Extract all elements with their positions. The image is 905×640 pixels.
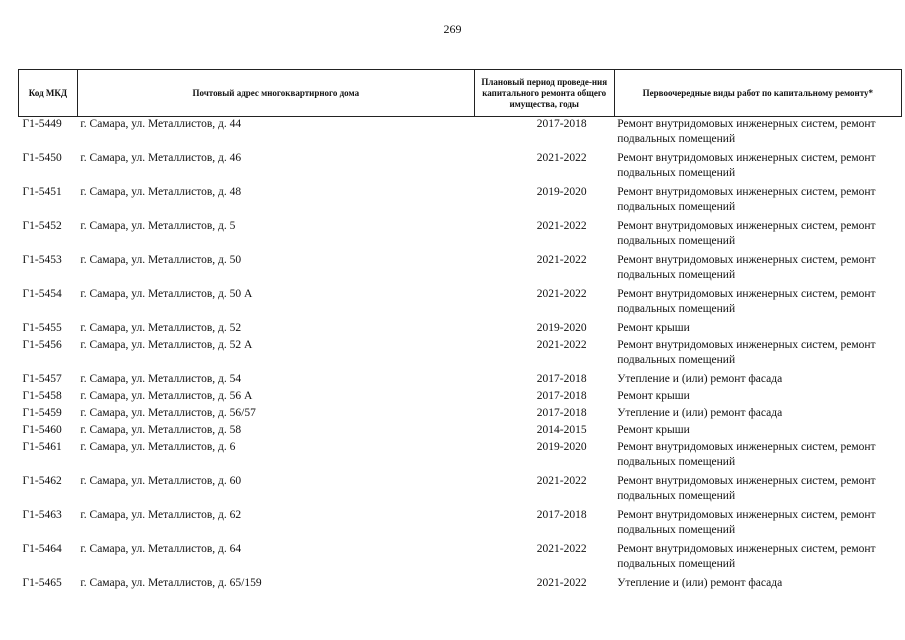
cell-code: Г1-5462 [22,475,62,487]
cell-period: 2021-2022 [536,577,587,589]
cell-code: Г1-5455 [22,322,62,334]
capital-repair-table [18,69,902,593]
header-row [19,70,902,117]
table-row [19,219,902,253]
table-body [19,117,902,594]
cell-period: 2019-2020 [536,441,587,453]
table-header [19,70,902,117]
table-row [19,576,902,593]
cell-address: г. Самара, ул. Металлистов, д. 50 А [80,288,253,300]
header-period: Плановый период проведе-ния капитального ремонта общего имущества, годы [474,70,614,117]
cell-address: г. Самара, ул. Металлистов, д. 50 [80,254,242,266]
cell-address: г. Самара, ул. Металлистов, д. 52 А [80,339,253,351]
cell-address: г. Самара, ул. Металлистов, д. 62 [80,509,242,521]
table-row [19,440,902,474]
cell-works: Ремонт внутридомовых инженерных систем, ремонт подвальных помещений [617,288,876,315]
cell-period: 2021-2022 [536,339,587,351]
cell-works: Утепление и (или) ремонт фасада [617,577,783,589]
header-works: Первоочередные виды работ по капитальному ремонту* [614,70,901,117]
cell-works: Ремонт внутридомовых инженерных систем, ремонт подвальных помещений [617,441,876,468]
cell-code: Г1-5460 [22,424,62,436]
table-row [19,508,902,542]
cell-works: Ремонт крыши [617,322,690,334]
table-row [19,287,902,321]
table-row [19,406,902,423]
cell-period: 2017-2018 [536,373,587,385]
cell-code: Г1-5458 [22,390,62,402]
cell-address: г. Самара, ул. Металлистов, д. 56/57 [80,407,256,419]
cell-works: Ремонт внутридомовых инженерных систем, ремонт подвальных помещений [617,509,876,536]
cell-period: 2021-2022 [536,475,587,487]
cell-period: 2021-2022 [536,288,587,300]
table-row [19,151,902,185]
cell-period: 2014-2015 [536,424,587,436]
table-row [19,338,902,372]
cell-works: Ремонт крыши [617,424,690,436]
cell-works: Ремонт внутридомовых инженерных систем, ремонт подвальных помещений [617,186,876,213]
cell-code: Г1-5465 [22,577,62,589]
cell-code: Г1-5456 [22,339,62,351]
cell-code: Г1-5450 [22,152,62,164]
table-row [19,372,902,389]
cell-period: 2019-2020 [536,186,587,198]
cell-code: Г1-5451 [22,186,62,198]
cell-address: г. Самара, ул. Металлистов, д. 52 [80,322,242,334]
cell-period: 2019-2020 [536,322,587,334]
cell-address: г. Самара, ул. Металлистов, д. 48 [80,186,242,198]
table-row [19,389,902,406]
table-row [19,542,902,576]
table-row [19,321,902,338]
table-row [19,117,902,152]
cell-code: Г1-5454 [22,288,62,300]
cell-period: 2017-2018 [536,509,587,521]
cell-address: г. Самара, ул. Металлистов, д. 54 [80,373,242,385]
cell-works: Ремонт внутридомовых инженерных систем, ремонт подвальных помещений [617,254,876,281]
cell-works: Утепление и (или) ремонт фасада [617,373,783,385]
cell-works: Утепление и (или) ремонт фасада [617,407,783,419]
cell-period: 2017-2018 [536,390,587,402]
cell-address: г. Самара, ул. Металлистов, д. 46 [80,152,242,164]
cell-code: Г1-5449 [22,118,62,130]
cell-code: Г1-5463 [22,509,62,521]
cell-code: Г1-5457 [22,373,62,385]
cell-works: Ремонт внутридомовых инженерных систем, ремонт подвальных помещений [617,152,876,179]
cell-address: г. Самара, ул. Металлистов, д. 56 А [80,390,253,402]
cell-address: г. Самара, ул. Металлистов, д. 6 [80,441,236,453]
header-code: Код МКД [19,70,78,117]
table-row [19,253,902,287]
cell-address: г. Самара, ул. Металлистов, д. 44 [80,118,242,130]
cell-code: Г1-5464 [22,543,62,555]
cell-code: Г1-5452 [22,220,62,232]
table-row [19,423,902,440]
cell-works: Ремонт крыши [617,390,690,402]
cell-period: 2021-2022 [536,254,587,266]
cell-period: 2017-2018 [536,407,587,419]
table-row [19,474,902,508]
cell-period: 2017-2018 [536,118,587,130]
cell-code: Г1-5459 [22,407,62,419]
header-address: Почтовый адрес многоквартирного дома [77,70,474,117]
cell-address: г. Самара, ул. Металлистов, д. 58 [80,424,242,436]
page-number: 269 [443,22,462,36]
cell-works: Ремонт внутридомовых инженерных систем, ремонт подвальных помещений [617,118,876,145]
cell-address: г. Самара, ул. Металлистов, д. 60 [80,475,242,487]
cell-code: Г1-5461 [22,441,62,453]
cell-address: г. Самара, ул. Металлистов, д. 65/159 [80,577,262,589]
cell-period: 2021-2022 [536,543,587,555]
table-row [19,185,902,219]
cell-works: Ремонт внутридомовых инженерных систем, ремонт подвальных помещений [617,339,876,366]
cell-period: 2021-2022 [536,152,587,164]
cell-address: г. Самара, ул. Металлистов, д. 64 [80,543,242,555]
cell-address: г. Самара, ул. Металлистов, д. 5 [80,220,236,232]
cell-works: Ремонт внутридомовых инженерных систем, ремонт подвальных помещений [617,543,876,570]
cell-code: Г1-5453 [22,254,62,266]
cell-works: Ремонт внутридомовых инженерных систем, ремонт подвальных помещений [617,475,876,502]
cell-period: 2021-2022 [536,220,587,232]
cell-works: Ремонт внутридомовых инженерных систем, ремонт подвальных помещений [617,220,876,247]
